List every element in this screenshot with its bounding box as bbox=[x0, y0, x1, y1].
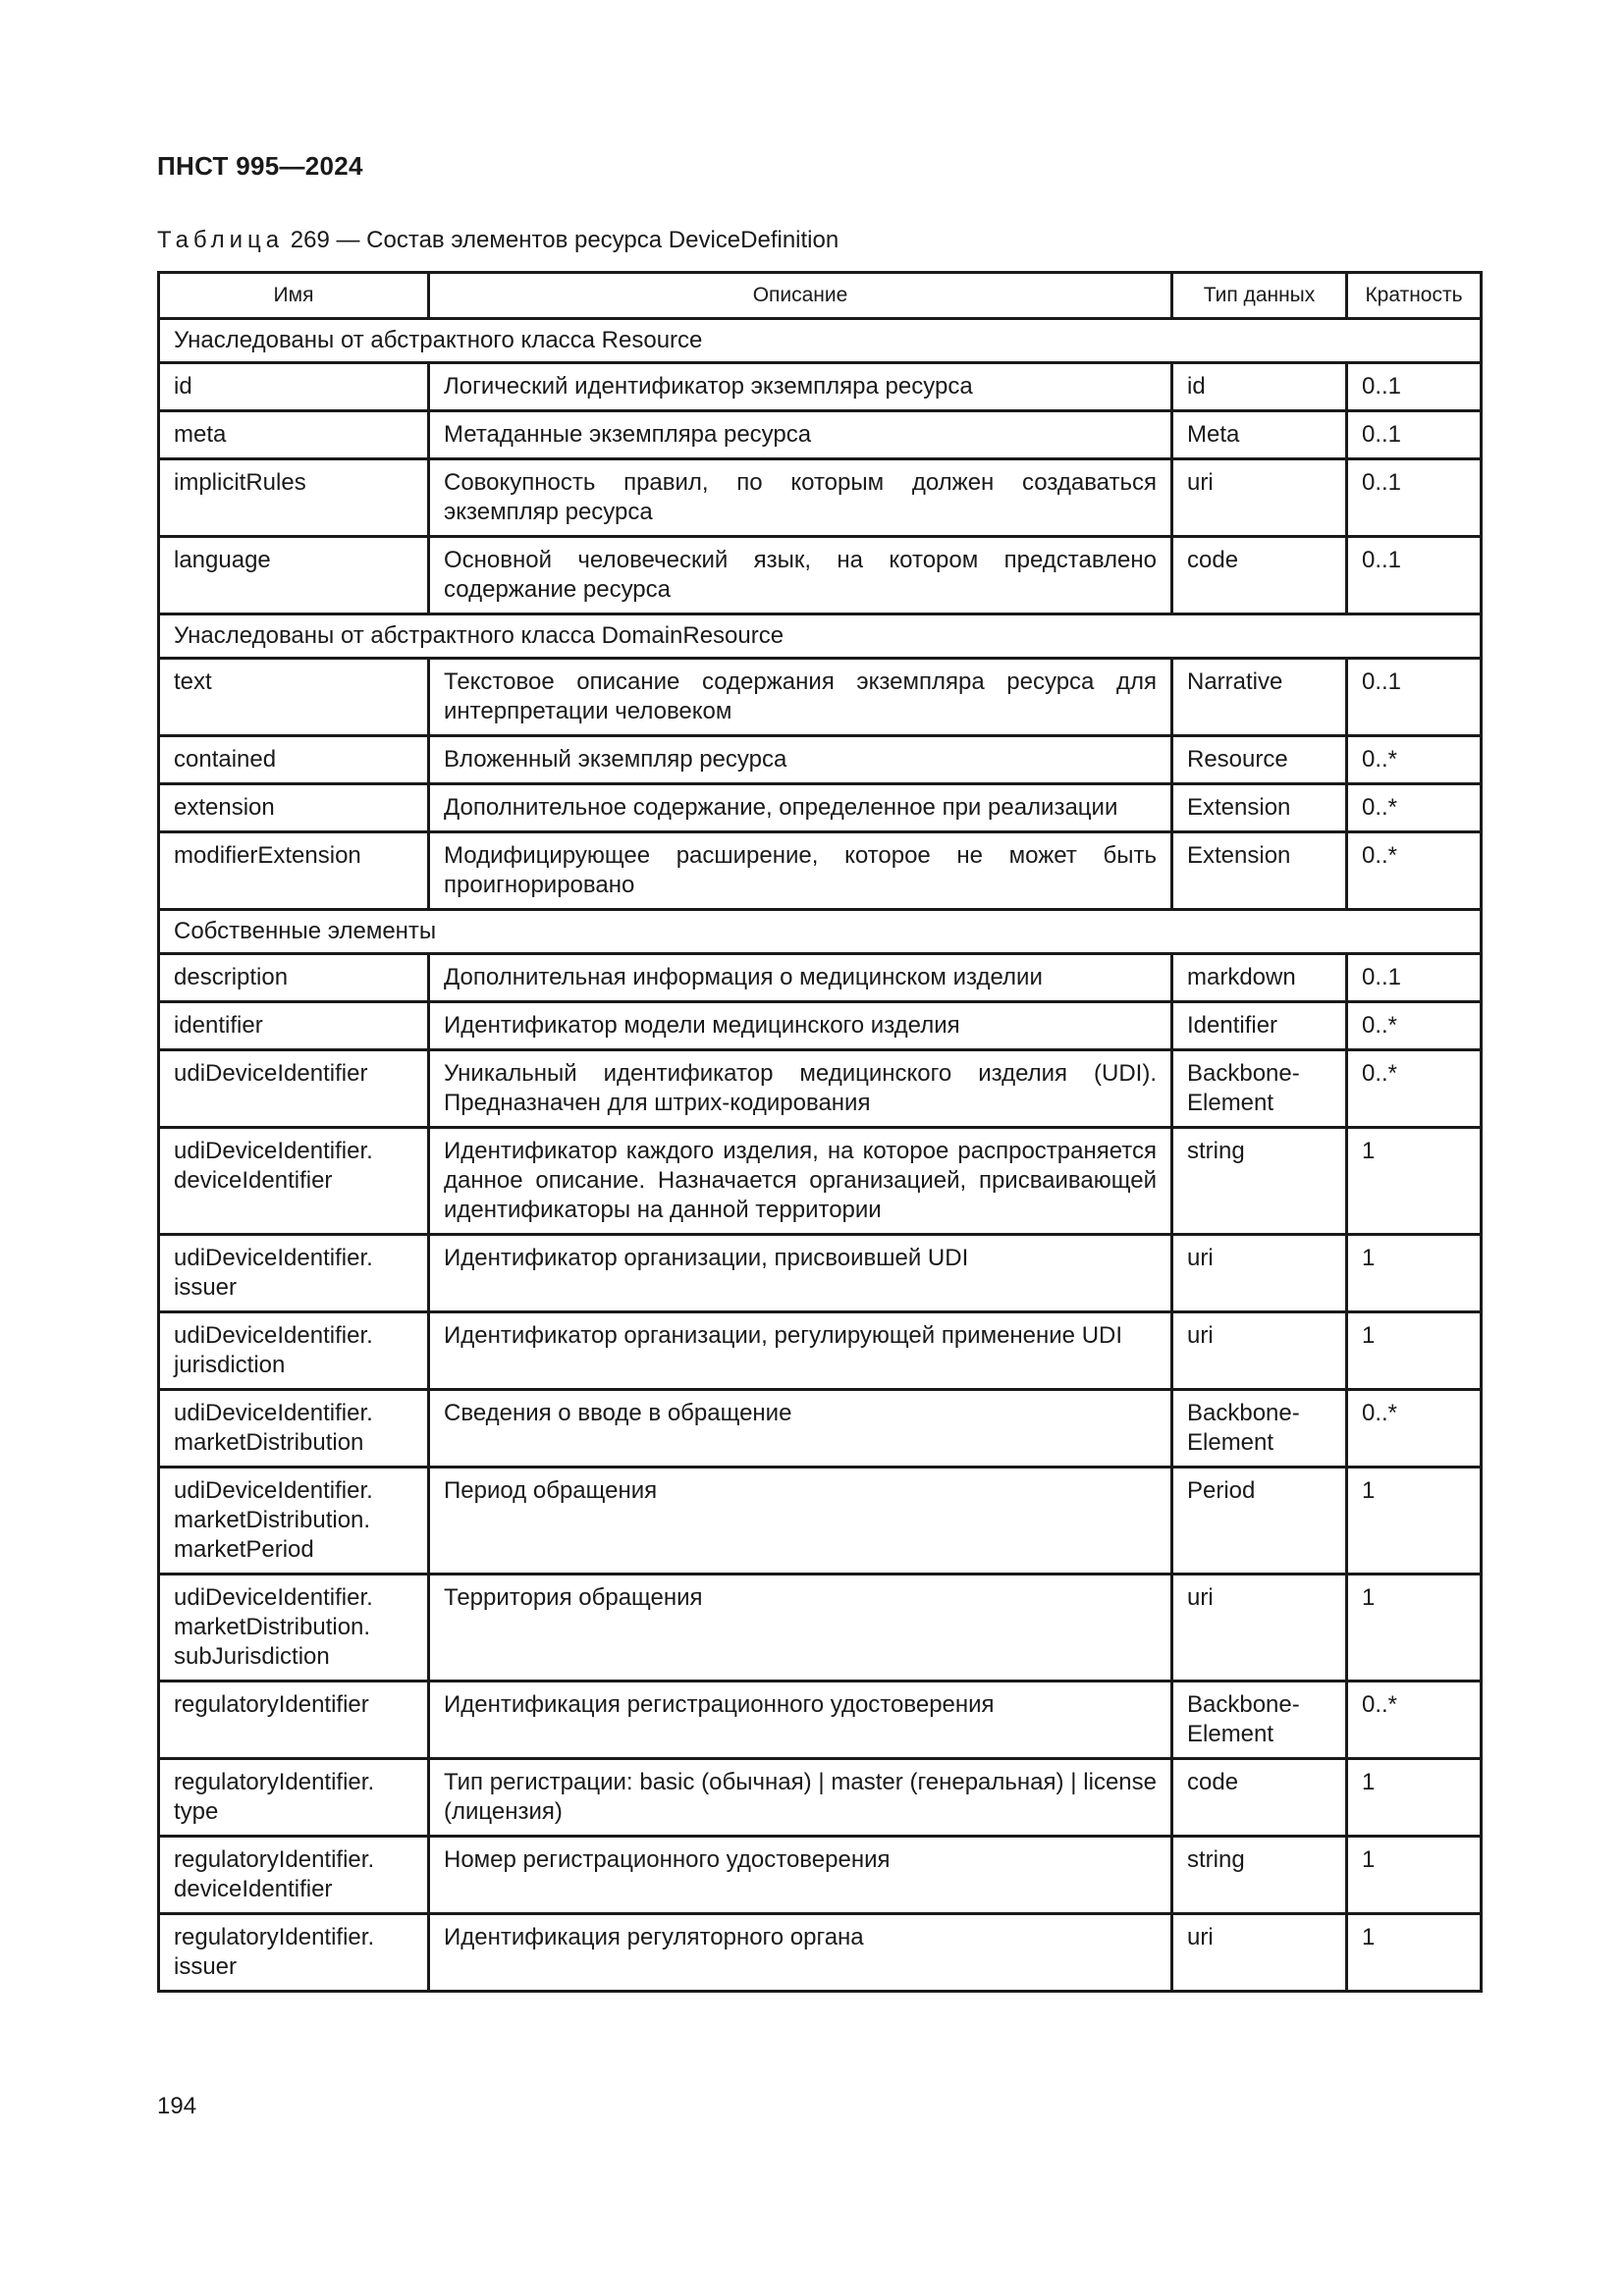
cell-type: uri bbox=[1172, 1235, 1347, 1312]
table-row bbox=[159, 1390, 1482, 1468]
table-row bbox=[159, 1914, 1482, 1992]
column-header-type: Тип данных bbox=[1172, 273, 1347, 319]
cell-description: Метаданные экземпляра ресурса bbox=[429, 411, 1172, 459]
cell-cardinality: 0..* bbox=[1347, 736, 1482, 784]
cell-cardinality: 1 bbox=[1347, 1575, 1482, 1682]
table-section-row bbox=[159, 614, 1482, 659]
cell-description: Логический идентификатор экземпляра ресурса bbox=[429, 363, 1172, 411]
table-row bbox=[159, 1575, 1482, 1682]
table-section-row bbox=[159, 319, 1482, 363]
cell-name: implicitRules bbox=[159, 459, 429, 537]
cell-description: Модифицирующее расширение, которое не может быть проигнорировано bbox=[429, 832, 1172, 910]
cell-cardinality: 1 bbox=[1347, 1312, 1482, 1390]
cell-cardinality: 0..* bbox=[1347, 832, 1482, 910]
cell-type: Resource bbox=[1172, 736, 1347, 784]
cell-name: extension bbox=[159, 784, 429, 832]
cell-type: markdown bbox=[1172, 954, 1347, 1002]
cell-name: description bbox=[159, 954, 429, 1002]
cell-name: language bbox=[159, 537, 429, 614]
cell-cardinality: 0..1 bbox=[1347, 459, 1482, 537]
table-row bbox=[159, 1050, 1482, 1128]
column-header-cardinality: Кратность bbox=[1347, 273, 1482, 319]
cell-name: udiDeviceIdentifier. marketDistribution. subJurisdiction bbox=[159, 1575, 429, 1682]
cell-cardinality: 0..* bbox=[1347, 784, 1482, 832]
cell-type: uri bbox=[1172, 1575, 1347, 1682]
cell-type: Identifier bbox=[1172, 1002, 1347, 1050]
cell-description: Вложенный экземпляр ресурса bbox=[429, 736, 1172, 784]
cell-type: Extension bbox=[1172, 784, 1347, 832]
cell-name: regulatoryIdentifier. type bbox=[159, 1759, 429, 1837]
cell-name: identifier bbox=[159, 1002, 429, 1050]
cell-type: string bbox=[1172, 1837, 1347, 1914]
table-row bbox=[159, 1837, 1482, 1914]
cell-name: regulatoryIdentifier. issuer bbox=[159, 1914, 429, 1992]
cell-description: Номер регистрационного удостоверения bbox=[429, 1837, 1172, 1914]
cell-description: Сведения о вводе в обращение bbox=[429, 1390, 1172, 1468]
cell-type: Backbone- Element bbox=[1172, 1682, 1347, 1759]
cell-name: udiDeviceIdentifier. issuer bbox=[159, 1235, 429, 1312]
table-row bbox=[159, 832, 1482, 910]
cell-description: Дополнительное содержание, определенное при реализации bbox=[429, 784, 1172, 832]
cell-type: Meta bbox=[1172, 411, 1347, 459]
table-row bbox=[159, 459, 1482, 537]
table-row bbox=[159, 736, 1482, 784]
cell-description: Период обращения bbox=[429, 1468, 1172, 1575]
cell-name: meta bbox=[159, 411, 429, 459]
table-header-row bbox=[159, 273, 1482, 319]
cell-cardinality: 1 bbox=[1347, 1837, 1482, 1914]
cell-description: Идентификатор модели медицинского изделия bbox=[429, 1002, 1172, 1050]
table-row bbox=[159, 1002, 1482, 1050]
cell-type: Extension bbox=[1172, 832, 1347, 910]
elements-table bbox=[157, 271, 1483, 1993]
cell-description: Тип регистрации: basic (обычная) | master (генеральная) | license (лицензия) bbox=[429, 1759, 1172, 1837]
cell-type: Backbone- Element bbox=[1172, 1390, 1347, 1468]
table-caption-text: 269 — Состав элементов ресурса DeviceDefinition bbox=[290, 227, 839, 253]
table-section-row bbox=[159, 910, 1482, 954]
cell-name: modifierExtension bbox=[159, 832, 429, 910]
cell-description: Дополнительная информация о медицинском изделии bbox=[429, 954, 1172, 1002]
table-row bbox=[159, 411, 1482, 459]
cell-cardinality: 0..* bbox=[1347, 1002, 1482, 1050]
cell-type: uri bbox=[1172, 459, 1347, 537]
section-title: Унаследованы от абстрактного класса DomainResource bbox=[159, 614, 1482, 659]
table-row bbox=[159, 1682, 1482, 1759]
cell-cardinality: 1 bbox=[1347, 1759, 1482, 1837]
cell-cardinality: 0..1 bbox=[1347, 659, 1482, 736]
cell-description: Основной человеческий язык, на котором представлено содержание ресурса bbox=[429, 537, 1172, 614]
table-row bbox=[159, 1759, 1482, 1837]
cell-name: regulatoryIdentifier bbox=[159, 1682, 429, 1759]
section-title: Унаследованы от абстрактного класса Resource bbox=[159, 319, 1482, 363]
table-row bbox=[159, 1128, 1482, 1235]
cell-description: Уникальный идентификатор медицинского изделия (UDI). Предназначен для штрих-кодирования bbox=[429, 1050, 1172, 1128]
document-header: ПНСТ 995—2024 bbox=[157, 151, 363, 181]
cell-cardinality: 0..* bbox=[1347, 1682, 1482, 1759]
table-row bbox=[159, 954, 1482, 1002]
cell-name: text bbox=[159, 659, 429, 736]
table-row bbox=[159, 537, 1482, 614]
cell-type: id bbox=[1172, 363, 1347, 411]
cell-description: Идентификатор организации, присвоившей UDI bbox=[429, 1235, 1172, 1312]
cell-type: uri bbox=[1172, 1312, 1347, 1390]
cell-description: Идентификатор каждого изделия, на которое распространяется данное описание. Назначается организацией, присваивающей идентификаторы на данной территории bbox=[429, 1128, 1172, 1235]
cell-cardinality: 1 bbox=[1347, 1128, 1482, 1235]
table-row bbox=[159, 1468, 1482, 1575]
cell-description: Идентификация регистрационного удостоверения bbox=[429, 1682, 1172, 1759]
cell-cardinality: 0..1 bbox=[1347, 363, 1482, 411]
table-caption-label: Таблица bbox=[157, 227, 285, 253]
cell-type: string bbox=[1172, 1128, 1347, 1235]
cell-cardinality: 0..1 bbox=[1347, 954, 1482, 1002]
cell-type: code bbox=[1172, 1759, 1347, 1837]
cell-description: Текстовое описание содержания экземпляра ресурса для интерпретации человеком bbox=[429, 659, 1172, 736]
cell-name: udiDeviceIdentifier bbox=[159, 1050, 429, 1128]
table-row bbox=[159, 1312, 1482, 1390]
table-body bbox=[159, 319, 1482, 1992]
cell-name: id bbox=[159, 363, 429, 411]
page-number: 194 bbox=[157, 2093, 197, 2119]
cell-name: udiDeviceIdentifier. jurisdiction bbox=[159, 1312, 429, 1390]
table-caption bbox=[157, 227, 839, 254]
cell-description: Совокупность правил, по которым должен создаваться экземпляр ресурса bbox=[429, 459, 1172, 537]
cell-description: Идентификатор организации, регулирующей применение UDI bbox=[429, 1312, 1172, 1390]
cell-type: Narrative bbox=[1172, 659, 1347, 736]
cell-type: Period bbox=[1172, 1468, 1347, 1575]
cell-cardinality: 1 bbox=[1347, 1235, 1482, 1312]
table-row bbox=[159, 363, 1482, 411]
column-header-description: Описание bbox=[429, 273, 1172, 319]
cell-cardinality: 0..1 bbox=[1347, 537, 1482, 614]
cell-name: udiDeviceIdentifier. marketDistribution bbox=[159, 1390, 429, 1468]
table-row bbox=[159, 659, 1482, 736]
cell-cardinality: 0..* bbox=[1347, 1050, 1482, 1128]
cell-description: Идентификация регуляторного органа bbox=[429, 1914, 1172, 1992]
cell-cardinality: 0..* bbox=[1347, 1390, 1482, 1468]
cell-type: uri bbox=[1172, 1914, 1347, 1992]
cell-cardinality: 1 bbox=[1347, 1468, 1482, 1575]
cell-name: udiDeviceIdentifier. marketDistribution. marketPeriod bbox=[159, 1468, 429, 1575]
cell-cardinality: 1 bbox=[1347, 1914, 1482, 1992]
cell-type: code bbox=[1172, 537, 1347, 614]
cell-cardinality: 0..1 bbox=[1347, 411, 1482, 459]
cell-name: regulatoryIdentifier. deviceIdentifier bbox=[159, 1837, 429, 1914]
section-title: Собственные элементы bbox=[159, 910, 1482, 954]
cell-name: udiDeviceIdentifier. deviceIdentifier bbox=[159, 1128, 429, 1235]
cell-type: Backbone- Element bbox=[1172, 1050, 1347, 1128]
column-header-name: Имя bbox=[159, 273, 429, 319]
cell-description: Территория обращения bbox=[429, 1575, 1172, 1682]
table-row bbox=[159, 784, 1482, 832]
table-row bbox=[159, 1235, 1482, 1312]
cell-name: contained bbox=[159, 736, 429, 784]
